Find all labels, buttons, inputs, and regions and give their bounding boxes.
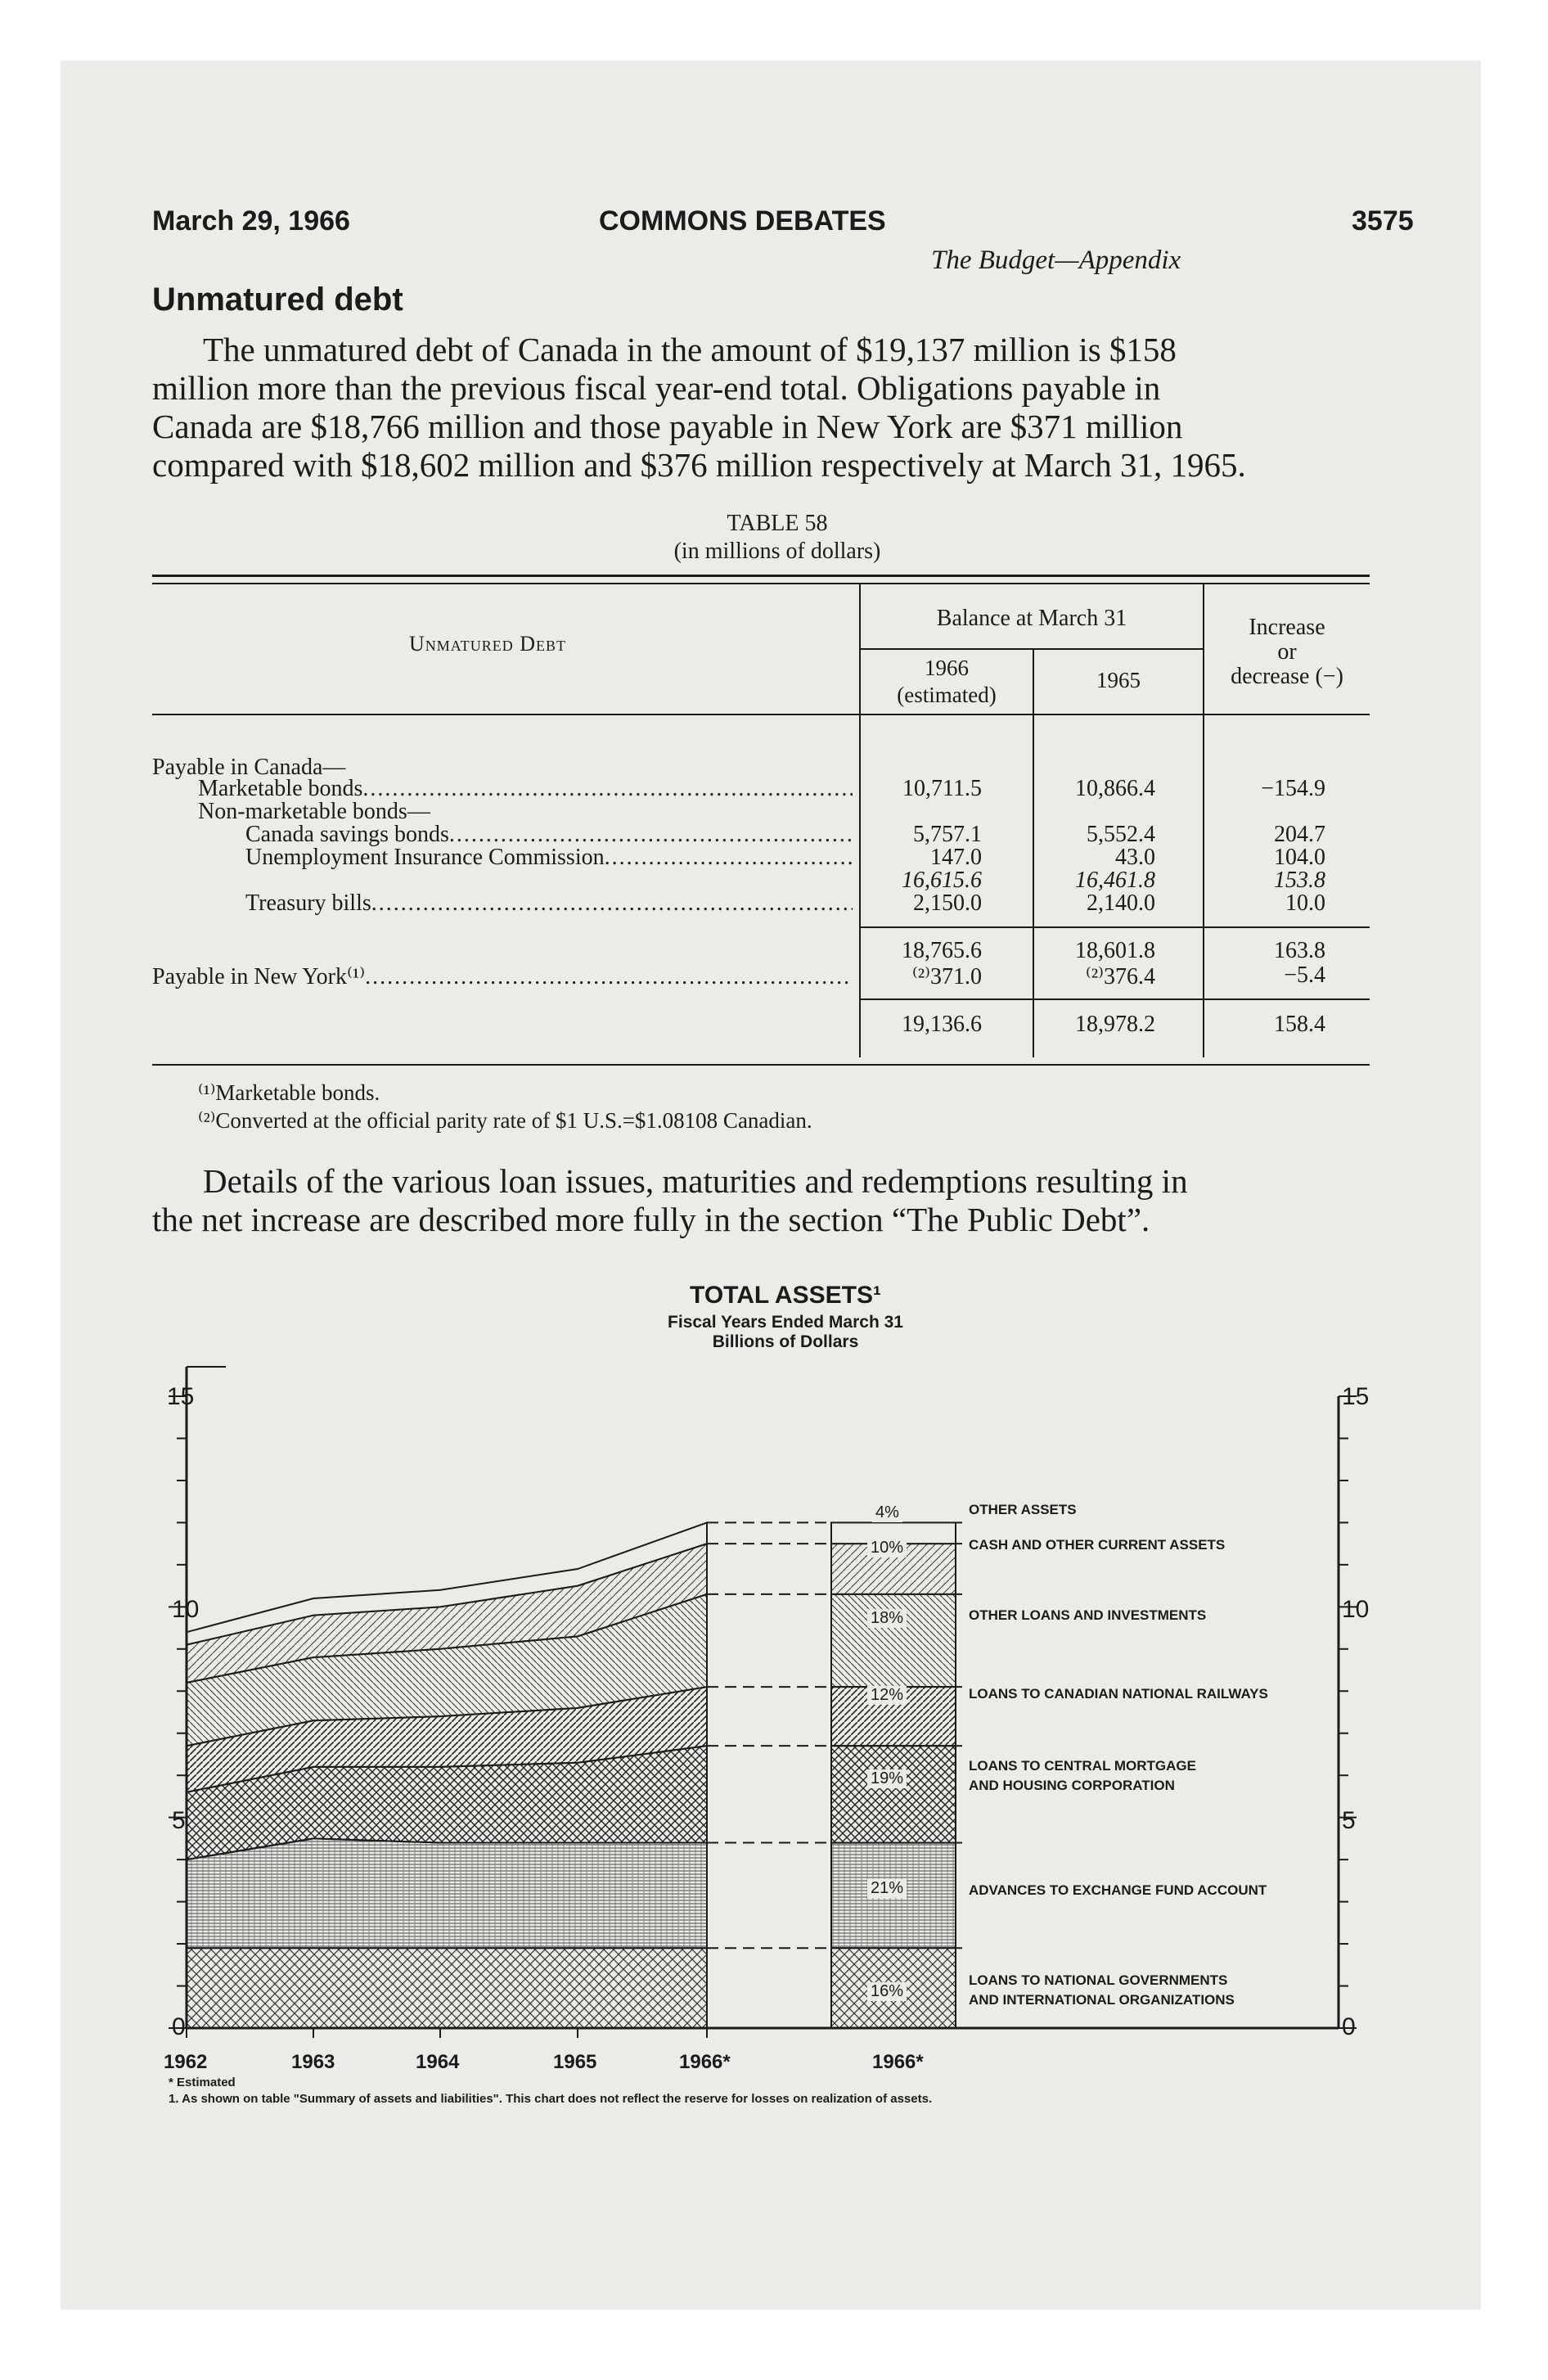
- chart-footnote: * Estimated: [169, 2076, 236, 2089]
- subtotal-change: 163.8: [1274, 938, 1325, 963]
- y-axis-label-left: 10: [172, 1596, 200, 1623]
- bar-percent-label: 12%: [867, 1686, 907, 1705]
- subtotal-1965: 18,601.8: [1075, 938, 1155, 963]
- intro-line: The unmatured debt of Canada in the amount of $19,137 million is $158: [203, 331, 1177, 368]
- row-label: Canada savings bonds .....: [245, 822, 853, 848]
- table-units: (in millions of dollars): [673, 539, 881, 564]
- header-subtitle: The Budget—Appendix: [931, 246, 1181, 275]
- y-axis-label-right: 5: [1342, 1807, 1356, 1834]
- chart-subtitle: Billions of Dollars: [712, 1332, 859, 1351]
- legend-item: CASH AND OTHER CURRENT ASSETS: [969, 1537, 1226, 1553]
- cell-1966: ⁽²⁾371.0: [911, 964, 982, 989]
- x-axis-label: 1962: [164, 2051, 208, 2073]
- cell-1965: 43.0: [1115, 845, 1155, 870]
- header-title: COMMONS DEBATES: [599, 205, 886, 237]
- total-change: 158.4: [1274, 1012, 1325, 1037]
- col-header-change: Increase or decrease (−): [1231, 615, 1343, 689]
- row-label: Non-marketable bonds—: [198, 799, 430, 824]
- subtotal-change: 153.8: [1274, 868, 1325, 893]
- details-line: Details of the various loan issues, maturities and redemptions resulting in: [203, 1162, 1188, 1200]
- row-label: Treasury bills .....: [245, 890, 853, 917]
- cell-1966: 5,757.1: [913, 822, 982, 847]
- chart-subtitle: Fiscal Years Ended March 31: [668, 1313, 903, 1332]
- bar-percent-label: 10%: [867, 1539, 907, 1557]
- cell-1965: ⁽²⁾376.4: [1085, 964, 1155, 989]
- area-layer: [187, 1948, 707, 2028]
- cell-change: 204.7: [1274, 822, 1325, 847]
- cell-change: 104.0: [1274, 845, 1325, 870]
- chart-footnote: 1. As shown on table "Summary of assets and liabilities". This chart does not reflect the reserve for losses on realization of assets.: [169, 2092, 933, 2106]
- legend-item: OTHER LOANS AND INVESTMENTS: [969, 1607, 1207, 1623]
- y-axis-label-left: 5: [172, 1807, 186, 1834]
- group-header: Balance at March 31: [936, 606, 1127, 631]
- cell-1965: 10,866.4: [1075, 776, 1155, 801]
- stub-header: Unmatured Debt: [409, 632, 567, 656]
- legend-item: ADVANCES TO EXCHANGE FUND ACCOUNT: [969, 1882, 1267, 1898]
- cell-change: −154.9: [1261, 776, 1325, 801]
- col-header-1966: 1966 (estimated): [897, 656, 997, 707]
- bar-percent-label: 18%: [867, 1609, 907, 1628]
- subtotal-1966: 16,615.6: [902, 868, 982, 893]
- section-title: Unmatured debt: [152, 282, 403, 318]
- cell-1966: 10,711.5: [902, 776, 982, 801]
- bar-1966-segment: [831, 1594, 956, 1687]
- subtotal-1966: 18,765.6: [902, 938, 982, 963]
- row-label: Unemployment Insurance Commission .....: [245, 845, 853, 871]
- cell-change: 10.0: [1285, 890, 1325, 916]
- col-header-1965: 1965: [1096, 668, 1141, 692]
- cell-1965: 2,140.0: [1087, 890, 1155, 916]
- legend-item: LOANS TO CENTRAL MORTGAGE AND HOUSING CORPORATION: [969, 1758, 1196, 1793]
- y-axis-label-left: 0: [172, 2013, 186, 2040]
- y-axis-label-right: 0: [1342, 2013, 1356, 2040]
- intro-line: compared with $18,602 million and $376 million respectively at March 31, 1965.: [152, 446, 1246, 484]
- y-axis-label-right: 10: [1342, 1596, 1370, 1623]
- legend-item: LOANS TO NATIONAL GOVERNMENTS AND INTERNATIONAL ORGANIZATIONS: [969, 1972, 1235, 2008]
- row-label: Payable in Canada—: [152, 755, 346, 780]
- intro-line: Canada are $18,766 million and those payable in New York are $371 million: [152, 408, 1183, 445]
- total-1966: 19,136.6: [902, 1012, 982, 1037]
- intro-line: million more than the previous fiscal year-end total. Obligations payable in: [152, 369, 1161, 407]
- table-number: TABLE 58: [727, 511, 828, 536]
- page-number: 3575: [1352, 205, 1414, 237]
- details-line: the net increase are described more fully in the section “The Public Debt”.: [152, 1201, 1150, 1238]
- total-1965: 18,978.2: [1075, 1012, 1155, 1037]
- cell-1966: 147.0: [930, 845, 982, 870]
- cell-change: −5.4: [1284, 962, 1325, 988]
- bar-1966-segment: [831, 1746, 956, 1842]
- bar-percent-label: 21%: [867, 1879, 907, 1898]
- table-footnote: ⁽¹⁾Marketable bonds.: [198, 1080, 380, 1105]
- subtotal-1965: 16,461.8: [1075, 868, 1155, 893]
- x-axis-label: 1966*: [872, 2051, 924, 2073]
- x-axis-label: 1963: [291, 2051, 335, 2073]
- x-axis-label: 1964: [416, 2051, 460, 2073]
- y-axis-label-right: 15: [1342, 1383, 1370, 1410]
- row-label: Payable in New York⁽¹⁾ .....: [152, 962, 853, 990]
- header-date: March 29, 1966: [152, 205, 350, 237]
- chart-title: TOTAL ASSETS¹: [690, 1282, 881, 1309]
- bar-percent-label: 4%: [872, 1503, 902, 1522]
- table-footnote: ⁽²⁾Converted at the official parity rate of $1 U.S.=$1.08108 Canadian.: [198, 1108, 812, 1133]
- x-axis-label: 1965: [553, 2051, 597, 2073]
- cell-1966: 2,150.0: [913, 890, 982, 916]
- legend-item: LOANS TO CANADIAN NATIONAL RAILWAYS: [969, 1686, 1268, 1702]
- legend-item: OTHER ASSETS: [969, 1502, 1077, 1517]
- area-layer: [187, 1838, 707, 1948]
- bar-percent-label: 16%: [867, 1982, 907, 2001]
- bar-percent-label: 19%: [867, 1769, 907, 1788]
- x-axis-label: 1966*: [679, 2051, 731, 2073]
- row-label: Marketable bonds .....: [198, 776, 853, 802]
- y-axis-label-left: 15: [167, 1383, 195, 1410]
- cell-1965: 5,552.4: [1087, 822, 1155, 847]
